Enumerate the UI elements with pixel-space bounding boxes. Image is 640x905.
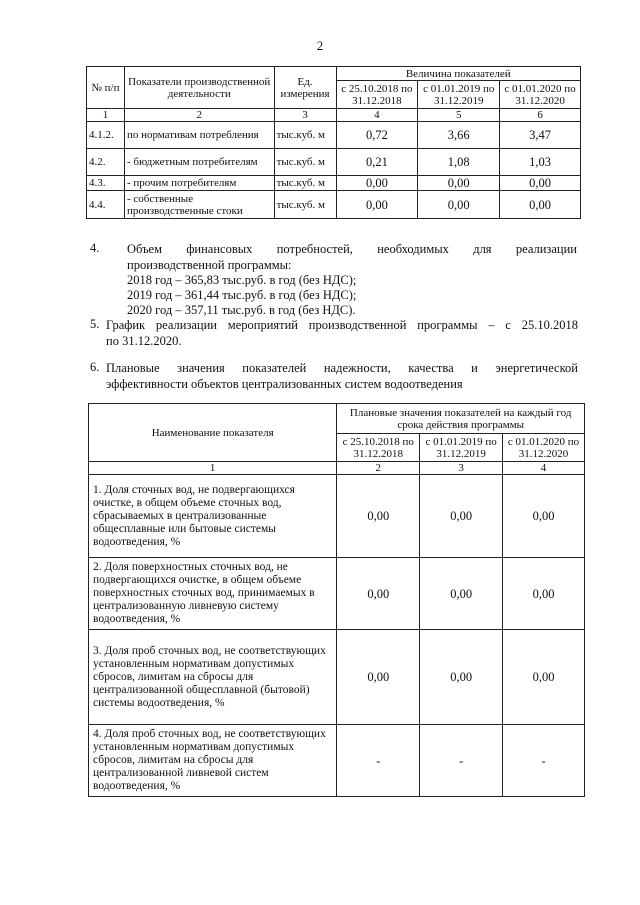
- header-period-2019: с 01.01.2019 по 31.12.2019: [420, 434, 503, 462]
- section-6-line-1: Плановые значения показателей надежности, качества и энергетической: [106, 361, 578, 375]
- col-number: 5: [418, 109, 500, 122]
- row-unit: тыс.куб. м: [274, 191, 336, 219]
- production-indicators-table: [86, 66, 581, 219]
- table-row: [89, 558, 585, 630]
- col-number: 4: [503, 462, 585, 475]
- indicator-name: 2. Доля поверхностных сточных вод, не подвергающихся очистке, в общем объеме поверхностных сточных вод, принимаемых в централизованную ливневую систему водоотведения, %: [89, 558, 337, 630]
- row-unit: тыс.куб. м: [274, 122, 336, 149]
- indicator-value: -: [503, 725, 585, 797]
- funding-2020: 2020 год – 357,11 тыс.руб. в год (без НДС).: [127, 303, 356, 317]
- section-6-line-2: эффективности объектов централизованных систем водоотведения: [106, 377, 463, 391]
- col-number: 2: [124, 109, 274, 122]
- row-name: - бюджетным потребителям: [124, 149, 274, 176]
- row-value: 0,00: [500, 176, 581, 191]
- indicator-value: 0,00: [420, 630, 503, 725]
- indicator-value: 0,00: [503, 558, 585, 630]
- row-value: 0,00: [336, 176, 418, 191]
- row-num: 4.4.: [87, 191, 125, 219]
- indicator-value: -: [420, 725, 503, 797]
- col-number: 3: [420, 462, 503, 475]
- col-number: 1: [87, 109, 125, 122]
- planned-indicators-table: [88, 403, 585, 797]
- row-num: 4.2.: [87, 149, 125, 176]
- section-4-line-1: Объем финансовых потребностей, необходимых для реализации: [127, 242, 577, 256]
- table-row: [89, 630, 585, 725]
- section-4-line-2: производственной программы:: [127, 258, 292, 272]
- indicator-name: 4. Доля проб сточных вод, не соответствующих установленным нормативам допустимых сбросов, лимитам на сбросы для централизованной ливневой систем водоотведения, %: [89, 725, 337, 797]
- row-value: 0,00: [418, 191, 500, 219]
- row-value: 0,00: [418, 176, 500, 191]
- col-number: 2: [337, 462, 420, 475]
- row-value: 1,08: [418, 149, 500, 176]
- col-number: 3: [274, 109, 336, 122]
- table-row: [87, 122, 581, 149]
- table-row: [87, 149, 581, 176]
- section-4-number: 4.: [90, 241, 100, 255]
- indicator-name: 3. Доля проб сточных вод, не соответствующих установленным нормативам допустимых сбросов, лимитам на сбросы для централизованной общесплавной (бытовой) системы водоотведения, %: [89, 630, 337, 725]
- table-row: [89, 725, 585, 797]
- row-num: 4.1.2.: [87, 122, 125, 149]
- indicator-value: 0,00: [420, 475, 503, 558]
- header-period-2018: с 25.10.2018 по 31.12.2018: [337, 434, 420, 462]
- row-value: 0,21: [336, 149, 418, 176]
- row-value: 0,00: [336, 191, 418, 219]
- column-number-row: [87, 109, 581, 122]
- col-number: 1: [89, 462, 337, 475]
- section-5-line-2: по 31.12.2020.: [106, 334, 182, 348]
- row-unit: тыс.куб. м: [274, 176, 336, 191]
- funding-2019: 2019 год – 361,44 тыс.руб. в год (без НДС);: [127, 288, 357, 302]
- header-name: Показатели производственной деятельности: [124, 67, 274, 109]
- row-value: 3,66: [418, 122, 500, 149]
- table-row: [87, 176, 581, 191]
- row-value: 1,03: [500, 149, 581, 176]
- indicator-value: 0,00: [503, 630, 585, 725]
- header-period-2020: с 01.01.2020 по 31.12.2020: [500, 81, 581, 109]
- col-number: 6: [500, 109, 581, 122]
- header-period-2019: с 01.01.2019 по 31.12.2019: [418, 81, 500, 109]
- header-indicator-name: Наименование показателя: [89, 404, 337, 462]
- row-name: - собственные производственные стоки: [124, 191, 274, 219]
- column-number-row: [89, 462, 585, 475]
- indicator-value: 0,00: [337, 558, 420, 630]
- header-period-2018: с 25.10.2018 по 31.12.2018: [336, 81, 418, 109]
- row-value: 0,00: [500, 191, 581, 219]
- indicator-value: 0,00: [420, 558, 503, 630]
- indicator-value: 0,00: [337, 630, 420, 725]
- header-unit: Ед. измерения: [274, 67, 336, 109]
- funding-2018: 2018 год – 365,83 тыс.руб. в год (без НДС);: [127, 273, 357, 287]
- header-values-group: Величина показателей: [336, 67, 581, 81]
- indicator-value: 0,00: [503, 475, 585, 558]
- header-values-group: Плановые значения показателей на каждый год срока действия программы: [337, 404, 585, 434]
- section-5-number: 5.: [90, 317, 100, 331]
- table-row: [87, 191, 581, 219]
- row-name: по нормативам потребления: [124, 122, 274, 149]
- indicator-value: 0,00: [337, 475, 420, 558]
- section-6-number: 6.: [90, 360, 100, 374]
- col-number: 4: [336, 109, 418, 122]
- page-number: 2: [316, 38, 324, 53]
- row-name: - прочим потребителям: [124, 176, 274, 191]
- table-row: [89, 475, 585, 558]
- row-unit: тыс.куб. м: [274, 149, 336, 176]
- section-5-line-1: График реализации мероприятий производственной программы – с 25.10.2018: [106, 318, 578, 332]
- indicator-value: -: [337, 725, 420, 797]
- row-value: 3,47: [500, 122, 581, 149]
- indicator-name: 1. Доля сточных вод, не подвергающихся очистке, в общем объеме сточных вод, сбрасываемых в централизованные общесплавные или бытовые системы водоотведения, %: [89, 475, 337, 558]
- row-num: 4.3.: [87, 176, 125, 191]
- header-num: № п/п: [87, 67, 125, 109]
- row-value: 0,72: [336, 122, 418, 149]
- header-period-2020: с 01.01.2020 по 31.12.2020: [503, 434, 585, 462]
